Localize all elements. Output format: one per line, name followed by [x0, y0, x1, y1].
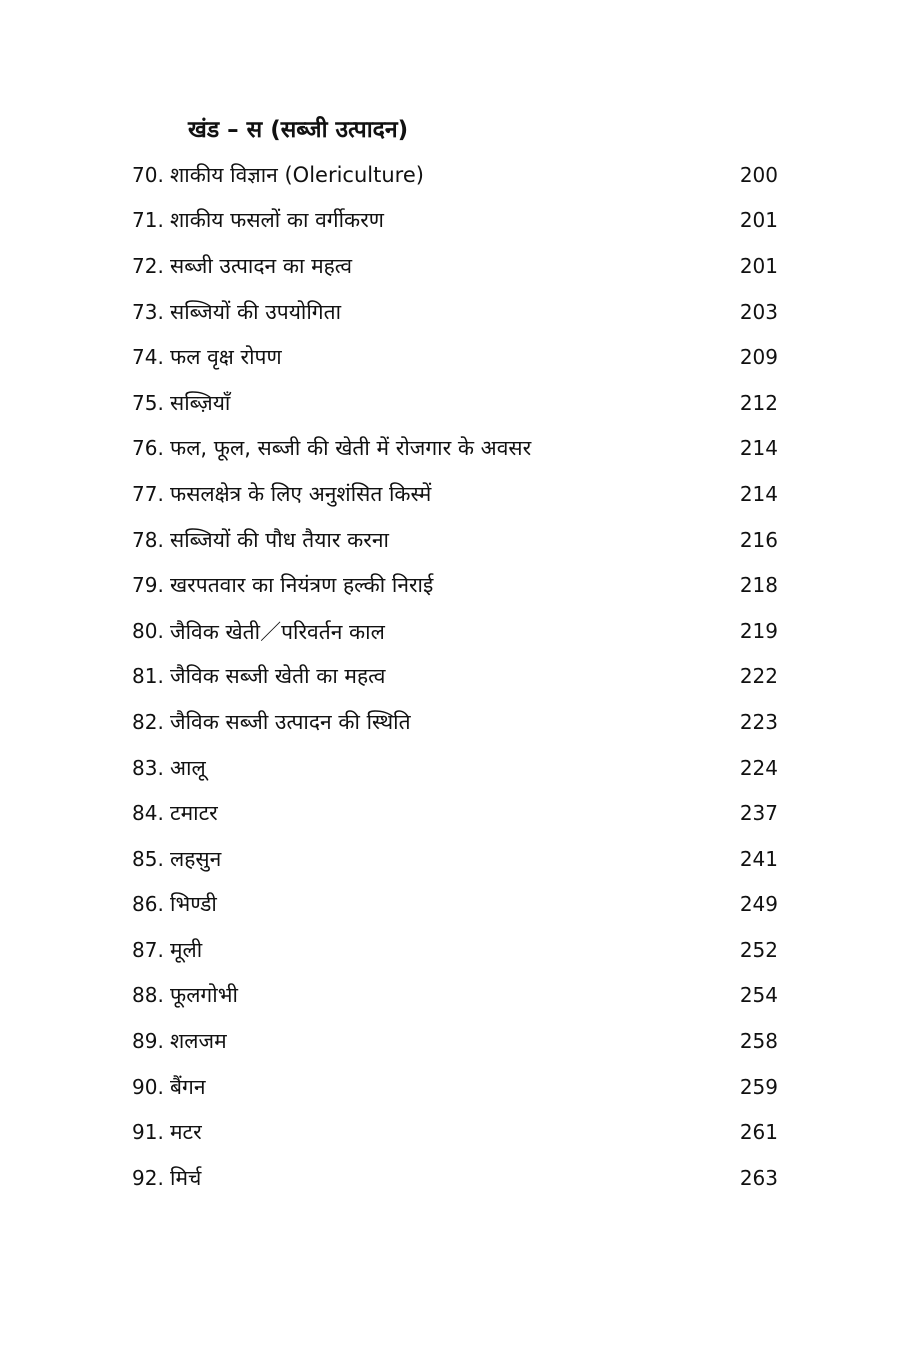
entry-page-number: 259: [739, 1074, 778, 1099]
entry-page-number: 200: [739, 162, 778, 187]
entry-title: मटर: [170, 1120, 202, 1145]
entry-number: 76.: [132, 436, 164, 461]
entry-number: 82.: [132, 709, 164, 734]
toc-entry: [132, 699, 778, 745]
entry-number: 72.: [132, 253, 164, 278]
entry-page-number: 201: [739, 208, 778, 233]
entry-number: 90.: [132, 1074, 164, 1099]
toc-entry: [132, 471, 778, 517]
toc-entry: [132, 1064, 778, 1110]
toc-entry: [132, 198, 778, 244]
toc-entry: [132, 790, 778, 836]
entry-page-number: 258: [739, 1029, 778, 1054]
entry-page-number: 214: [739, 436, 778, 461]
table-of-contents: [132, 152, 778, 1201]
entry-page-number: 203: [739, 299, 778, 324]
entry-number: 92.: [132, 1165, 164, 1190]
entry-number: 75.: [132, 390, 164, 415]
toc-entry: [132, 927, 778, 973]
section-heading: खंड – स (सब्जी उत्पादन): [188, 117, 409, 143]
entry-page-number: 209: [739, 345, 778, 370]
toc-entry: [132, 243, 778, 289]
entry-number: 78.: [132, 527, 164, 552]
entry-title: फसलक्षेत्र के लिए अनुशंसित किस्में: [170, 481, 432, 506]
entry-number: 88.: [132, 983, 164, 1008]
entry-title: सब्जी उत्पादन का महत्व: [170, 253, 353, 278]
entry-title: बैंगन: [170, 1074, 206, 1099]
entry-number: 70.: [132, 162, 164, 187]
entry-number: 91.: [132, 1120, 164, 1145]
toc-entry: [132, 608, 778, 654]
entry-number: 87.: [132, 937, 164, 962]
entry-title: जैविक सब्जी उत्पादन की स्थिति: [170, 709, 411, 734]
entry-number: 73.: [132, 299, 164, 324]
entry-title: फूलगोभी: [170, 983, 238, 1008]
entry-title: भिण्डी: [170, 892, 217, 917]
toc-entry: [132, 1155, 778, 1201]
entry-title: सब्ज़ियाँ: [170, 390, 231, 415]
toc-entry: [132, 836, 778, 882]
entry-page-number: 201: [739, 253, 778, 278]
entry-number: 84.: [132, 801, 164, 826]
entry-page-number: 222: [739, 664, 778, 689]
entry-title: सब्जियों की उपयोगिता: [170, 299, 342, 324]
toc-entry: [132, 152, 778, 198]
entry-page-number: 218: [739, 573, 778, 598]
entry-page-number: 261: [739, 1120, 778, 1145]
entry-title: शाकीय फसलों का वर्गीकरण: [170, 208, 384, 233]
entry-page-number: 237: [739, 801, 778, 826]
entry-number: 86.: [132, 892, 164, 917]
entry-page-number: 223: [739, 709, 778, 734]
entry-title: फल, फूल, सब्जी की खेती में रोजगार के अवसर: [170, 436, 532, 461]
toc-entry: [132, 745, 778, 791]
entry-page-number: 254: [739, 983, 778, 1008]
entry-number: 89.: [132, 1029, 164, 1054]
entry-page-number: 224: [739, 755, 778, 780]
entry-title: मूली: [170, 937, 203, 962]
entry-page-number: 263: [739, 1165, 778, 1190]
entry-number: 81.: [132, 664, 164, 689]
entry-number: 71.: [132, 208, 164, 233]
entry-title: लहसुन: [170, 846, 222, 871]
entry-number: 74.: [132, 345, 164, 370]
entry-page-number: 219: [739, 618, 778, 643]
entry-page-number: 249: [739, 892, 778, 917]
entry-title: टमाटर: [170, 801, 218, 826]
entry-title: खरपतवार का नियंत्रण हल्की निराई: [170, 573, 434, 598]
entry-number: 85.: [132, 846, 164, 871]
entry-title: जैविक खेती／परिवर्तन काल: [170, 619, 385, 644]
entry-page-number: 252: [739, 937, 778, 962]
entry-page-number: 216: [739, 527, 778, 552]
toc-entry: [132, 426, 778, 472]
toc-entry: [132, 517, 778, 563]
entry-number: 77.: [132, 481, 164, 506]
entry-title: सब्जियों की पौध तैयार करना: [170, 527, 389, 552]
entry-title: आलू: [170, 755, 206, 780]
entry-number: 83.: [132, 755, 164, 780]
toc-entry: [132, 1109, 778, 1155]
entry-title: जैविक सब्जी खेती का महत्व: [170, 664, 386, 689]
toc-entry: [132, 380, 778, 426]
entry-title: शाकीय विज्ञान (Olericulture): [170, 162, 424, 187]
toc-entry: [132, 562, 778, 608]
entry-number: 80.: [132, 618, 164, 643]
entry-page-number: 214: [739, 481, 778, 506]
entry-title: मिर्च: [170, 1165, 202, 1190]
entry-title: फल वृक्ष रोपण: [170, 345, 282, 370]
toc-entry: [132, 882, 778, 928]
toc-entry: [132, 289, 778, 335]
toc-entry: [132, 334, 778, 380]
entry-page-number: 212: [739, 390, 778, 415]
entry-page-number: 241: [739, 846, 778, 871]
toc-entry: [132, 654, 778, 700]
entry-number: 79.: [132, 573, 164, 598]
entry-title: शलजम: [170, 1029, 227, 1054]
toc-entry: [132, 973, 778, 1019]
toc-entry: [132, 1018, 778, 1064]
